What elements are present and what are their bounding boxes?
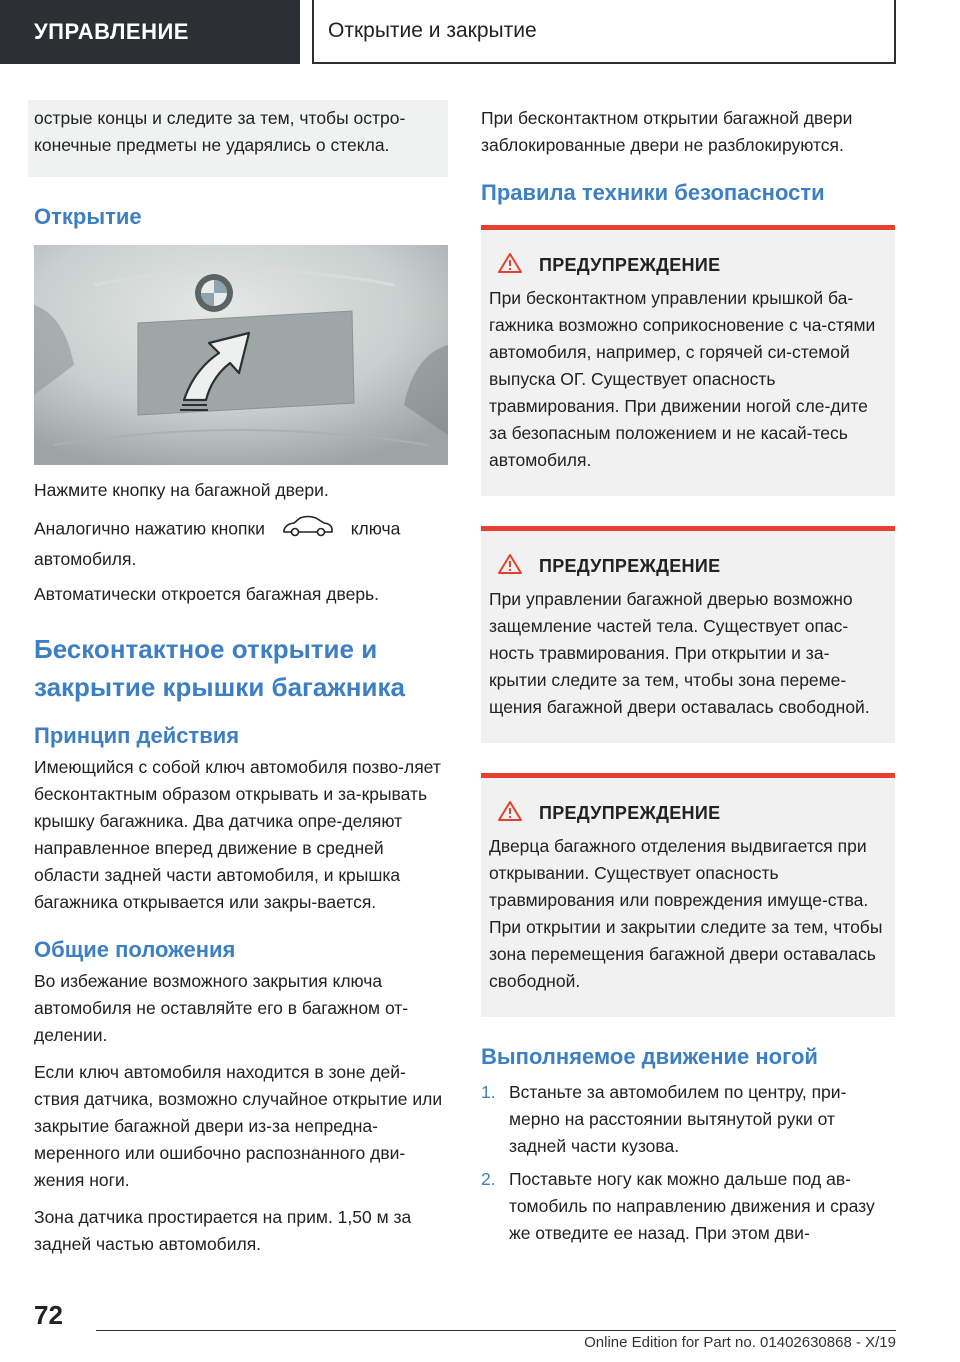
photo-caption: Нажмите кнопку на багажной двери. (34, 480, 329, 500)
tailgate-photo (34, 245, 448, 465)
general-text-2: Если ключ автомобиля находится в зоне дей-ствия датчика, возможно случайное открытие или закрытие багажной двери из-за непредна-меренного или ошибочно распознанного дви-жения ноги. (34, 1062, 443, 1190)
principle-text: Имеющийся с собой ключ автомобиля позво-ляет бесконтактным образом открывать и за-крывать крышку багажника. Два датчика опре-деляют направленное вперед движение в средней области задней части автомобиля, и крышка багажника открывается или закры-вается. (34, 757, 441, 912)
key-line-after: ключа автомобиля. (34, 518, 401, 569)
warning-box-1 (481, 225, 895, 496)
right-column (481, 100, 895, 1253)
warning-triangle-icon (497, 553, 523, 580)
auto-open-text: Автоматически откроется багажная дверь. (34, 584, 380, 604)
page-number: 72 (34, 1300, 63, 1330)
warning-label: ПРЕДУПРЕЖДЕНИЕ (539, 556, 721, 576)
car-icon (282, 514, 334, 546)
footer-edition: Online Edition for Part no. 01402630868 - X/19 (584, 1334, 896, 1351)
left-column (34, 100, 448, 1258)
warning-box-3 (481, 773, 895, 1017)
main-heading: Бесконтактное открытие и закрытие крышки багажника (34, 634, 405, 702)
general-text-1: Во избежание возможного закрытия ключа автомобиля не оставляйте его в багажном от-делении. (34, 971, 409, 1045)
step-text: Поставьте ногу как можно дальше под ав-томобиль по направлению движения и сразу же отведите ее назад. При этом дви- (509, 1169, 875, 1243)
warning-label: ПРЕДУПРЕЖДЕНИЕ (539, 803, 721, 823)
key-line-before: Аналогично нажатию кнопки (34, 518, 265, 539)
opening-heading: Открытие (34, 204, 142, 229)
bmw-roundel-icon (195, 274, 233, 312)
general-text-3: Зона датчика простирается на прим. 1,50 м за задней частью автомобиля. (34, 1207, 412, 1254)
key-button-line (34, 514, 448, 573)
chapter-tab: УПРАВЛЕНИЕ (0, 0, 300, 64)
continued-warning (28, 100, 448, 177)
general-heading: Общие положения (34, 937, 236, 962)
warning-triangle-icon (497, 252, 523, 279)
list-item (481, 1166, 895, 1247)
continued-text: острые концы и следите за тем, чтобы остро-конечные предметы не ударялись о стекла. (34, 108, 406, 155)
steps-list (481, 1079, 895, 1247)
warning-text: При управлении багажной дверью возможно защемление частей тела. Существует опас-ность травмирования. При открытии и за-крытии следите за тем, чтобы зона переме-щения багажной двери оставалась свободной. (489, 589, 870, 717)
principle-heading: Принцип действия (34, 723, 240, 748)
section-title: Открытие и закрытие (312, 0, 896, 64)
list-item (481, 1079, 895, 1160)
step-text: Встаньте за автомобилем по центру, при-мерно на расстоянии вытянутой руки от задней части кузова. (509, 1082, 847, 1156)
footer-divider (96, 1330, 896, 1331)
warning-triangle-icon (497, 800, 523, 827)
foot-movement-heading: Выполняемое движение ногой (481, 1044, 818, 1069)
step-number: 1. (481, 1082, 496, 1102)
warning-label: ПРЕДУПРЕЖДЕНИЕ (539, 255, 721, 275)
intro-text: При бесконтактном открытии багажной двери заблокированные двери не разблокируются. (481, 108, 853, 155)
step-number: 2. (481, 1169, 496, 1189)
safety-heading: Правила техники безопасности (481, 180, 825, 205)
warning-text: При бесконтактном управлении крышкой ба-гажника возможно соприкосновение с ча-стями автомобиля, например, с горячей си-стемой выпуска ОГ. Существует опасность травмирования. При движении ногой сле-дите за безопасным положением и не касай-тесь автомобиля. (489, 288, 876, 470)
warning-text: Дверца багажного отделения выдвигается при открывании. Существует опасность травмирования или повреждения имуще-ства. При открытии и закрытии следите за тем, чтобы зона перемещения багажной двери оставалась свободной. (489, 836, 883, 991)
warning-box-2 (481, 526, 895, 743)
tailgate-illustration (34, 245, 448, 465)
